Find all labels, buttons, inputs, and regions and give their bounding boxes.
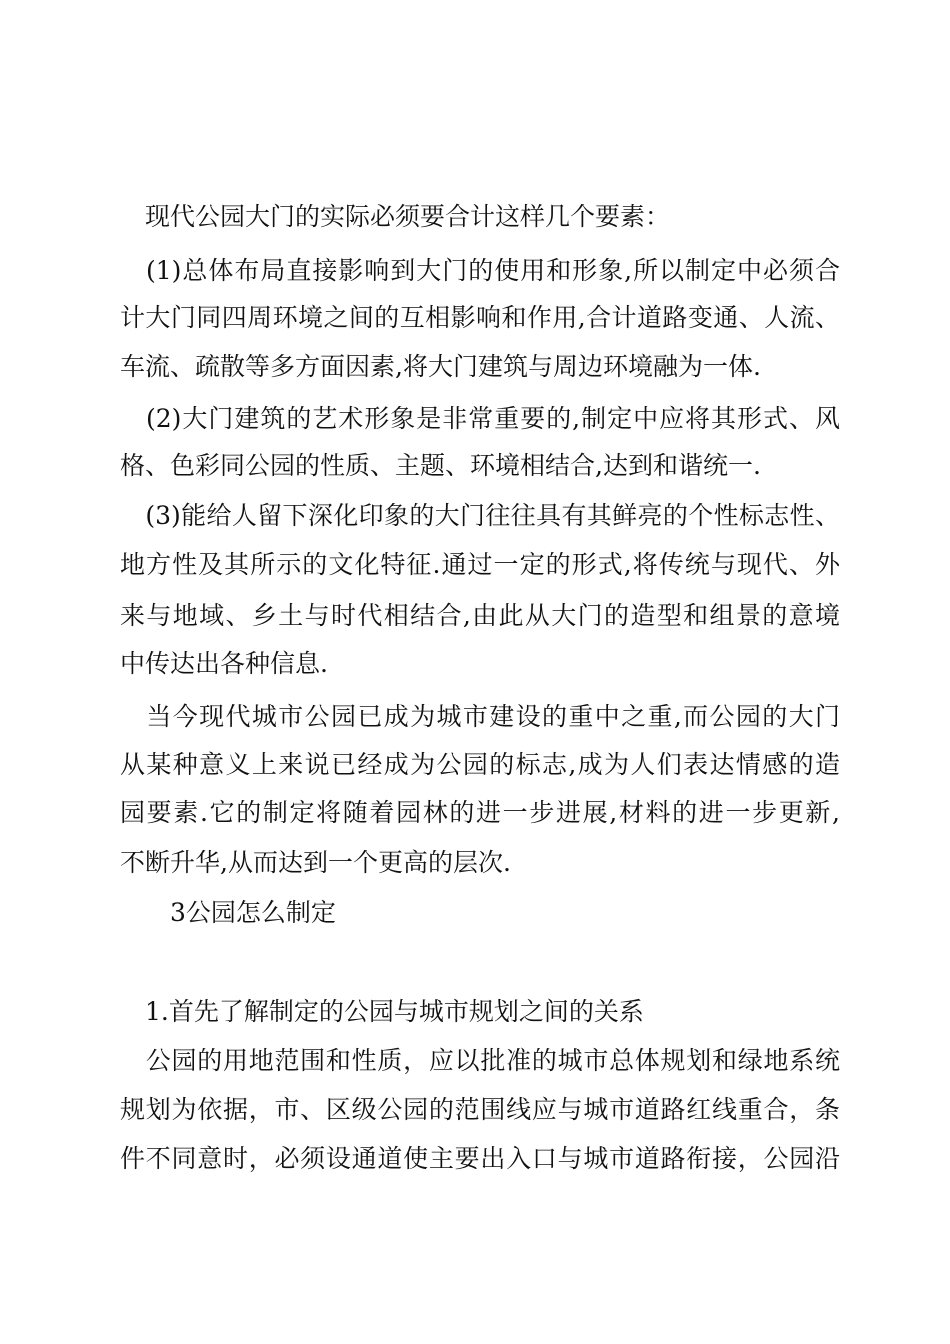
text-line: 来与地域、乡土与时代相结合,由此从大门的造型和组景的意境 — [120, 601, 840, 630]
text-line: 计大门同四周环境之间的互相影响和作用,合计道路变通、人流、 — [120, 303, 840, 332]
text-line: 地方性及其所示的文化特征.通过一定的形式,将传统与现代、外 — [120, 550, 840, 579]
text-line: 园要素.它的制定将随着园林的进一步进展,材料的进一步更新, — [120, 798, 840, 827]
text-line: (2)大门建筑的艺术形象是非常重要的,制定中应将其形式、风 — [120, 404, 840, 433]
text-line: 车流、疏散等多方面因素,将大门建筑与周边环境融为一体. — [120, 352, 761, 381]
section-heading: 3公园怎么制定 — [120, 898, 336, 927]
text-line: 现代公园大门的实际必须要合计这样几个要素： — [120, 202, 671, 231]
text-line: 从某种意义上来说已经成为公园的标志,成为人们表达情感的造 — [120, 750, 840, 779]
text-line: 件不同意时，必须设通道使主要出入口与城市道路衔接，公园沿 — [120, 1144, 840, 1173]
text-line: 格、色彩同公园的性质、主题、环境相结合,达到和谐统一. — [120, 451, 761, 480]
text-line: 不断升华,从而达到一个更高的层次. — [120, 848, 511, 877]
text-line: 当今现代城市公园已成为城市建设的重中之重,而公园的大门 — [120, 702, 840, 731]
text-line: 规划为依据，市、区级公园的范围线应与城市道路红线重合，条 — [120, 1095, 840, 1124]
text-line: 中传达出各种信息. — [120, 649, 328, 678]
subsection-heading: 1.首先了解制定的公园与城市规划之间的关系 — [120, 997, 644, 1026]
text-line: (3)能给人留下深化印象的大门往往具有其鲜亮的个性标志性、 — [120, 501, 840, 530]
text-line: (1)总体布局直接影响到大门的使用和形象,所以制定中必须合 — [120, 256, 840, 285]
text-line: 公园的用地范围和性质，应以批准的城市总体规划和绿地系统 — [120, 1046, 840, 1075]
